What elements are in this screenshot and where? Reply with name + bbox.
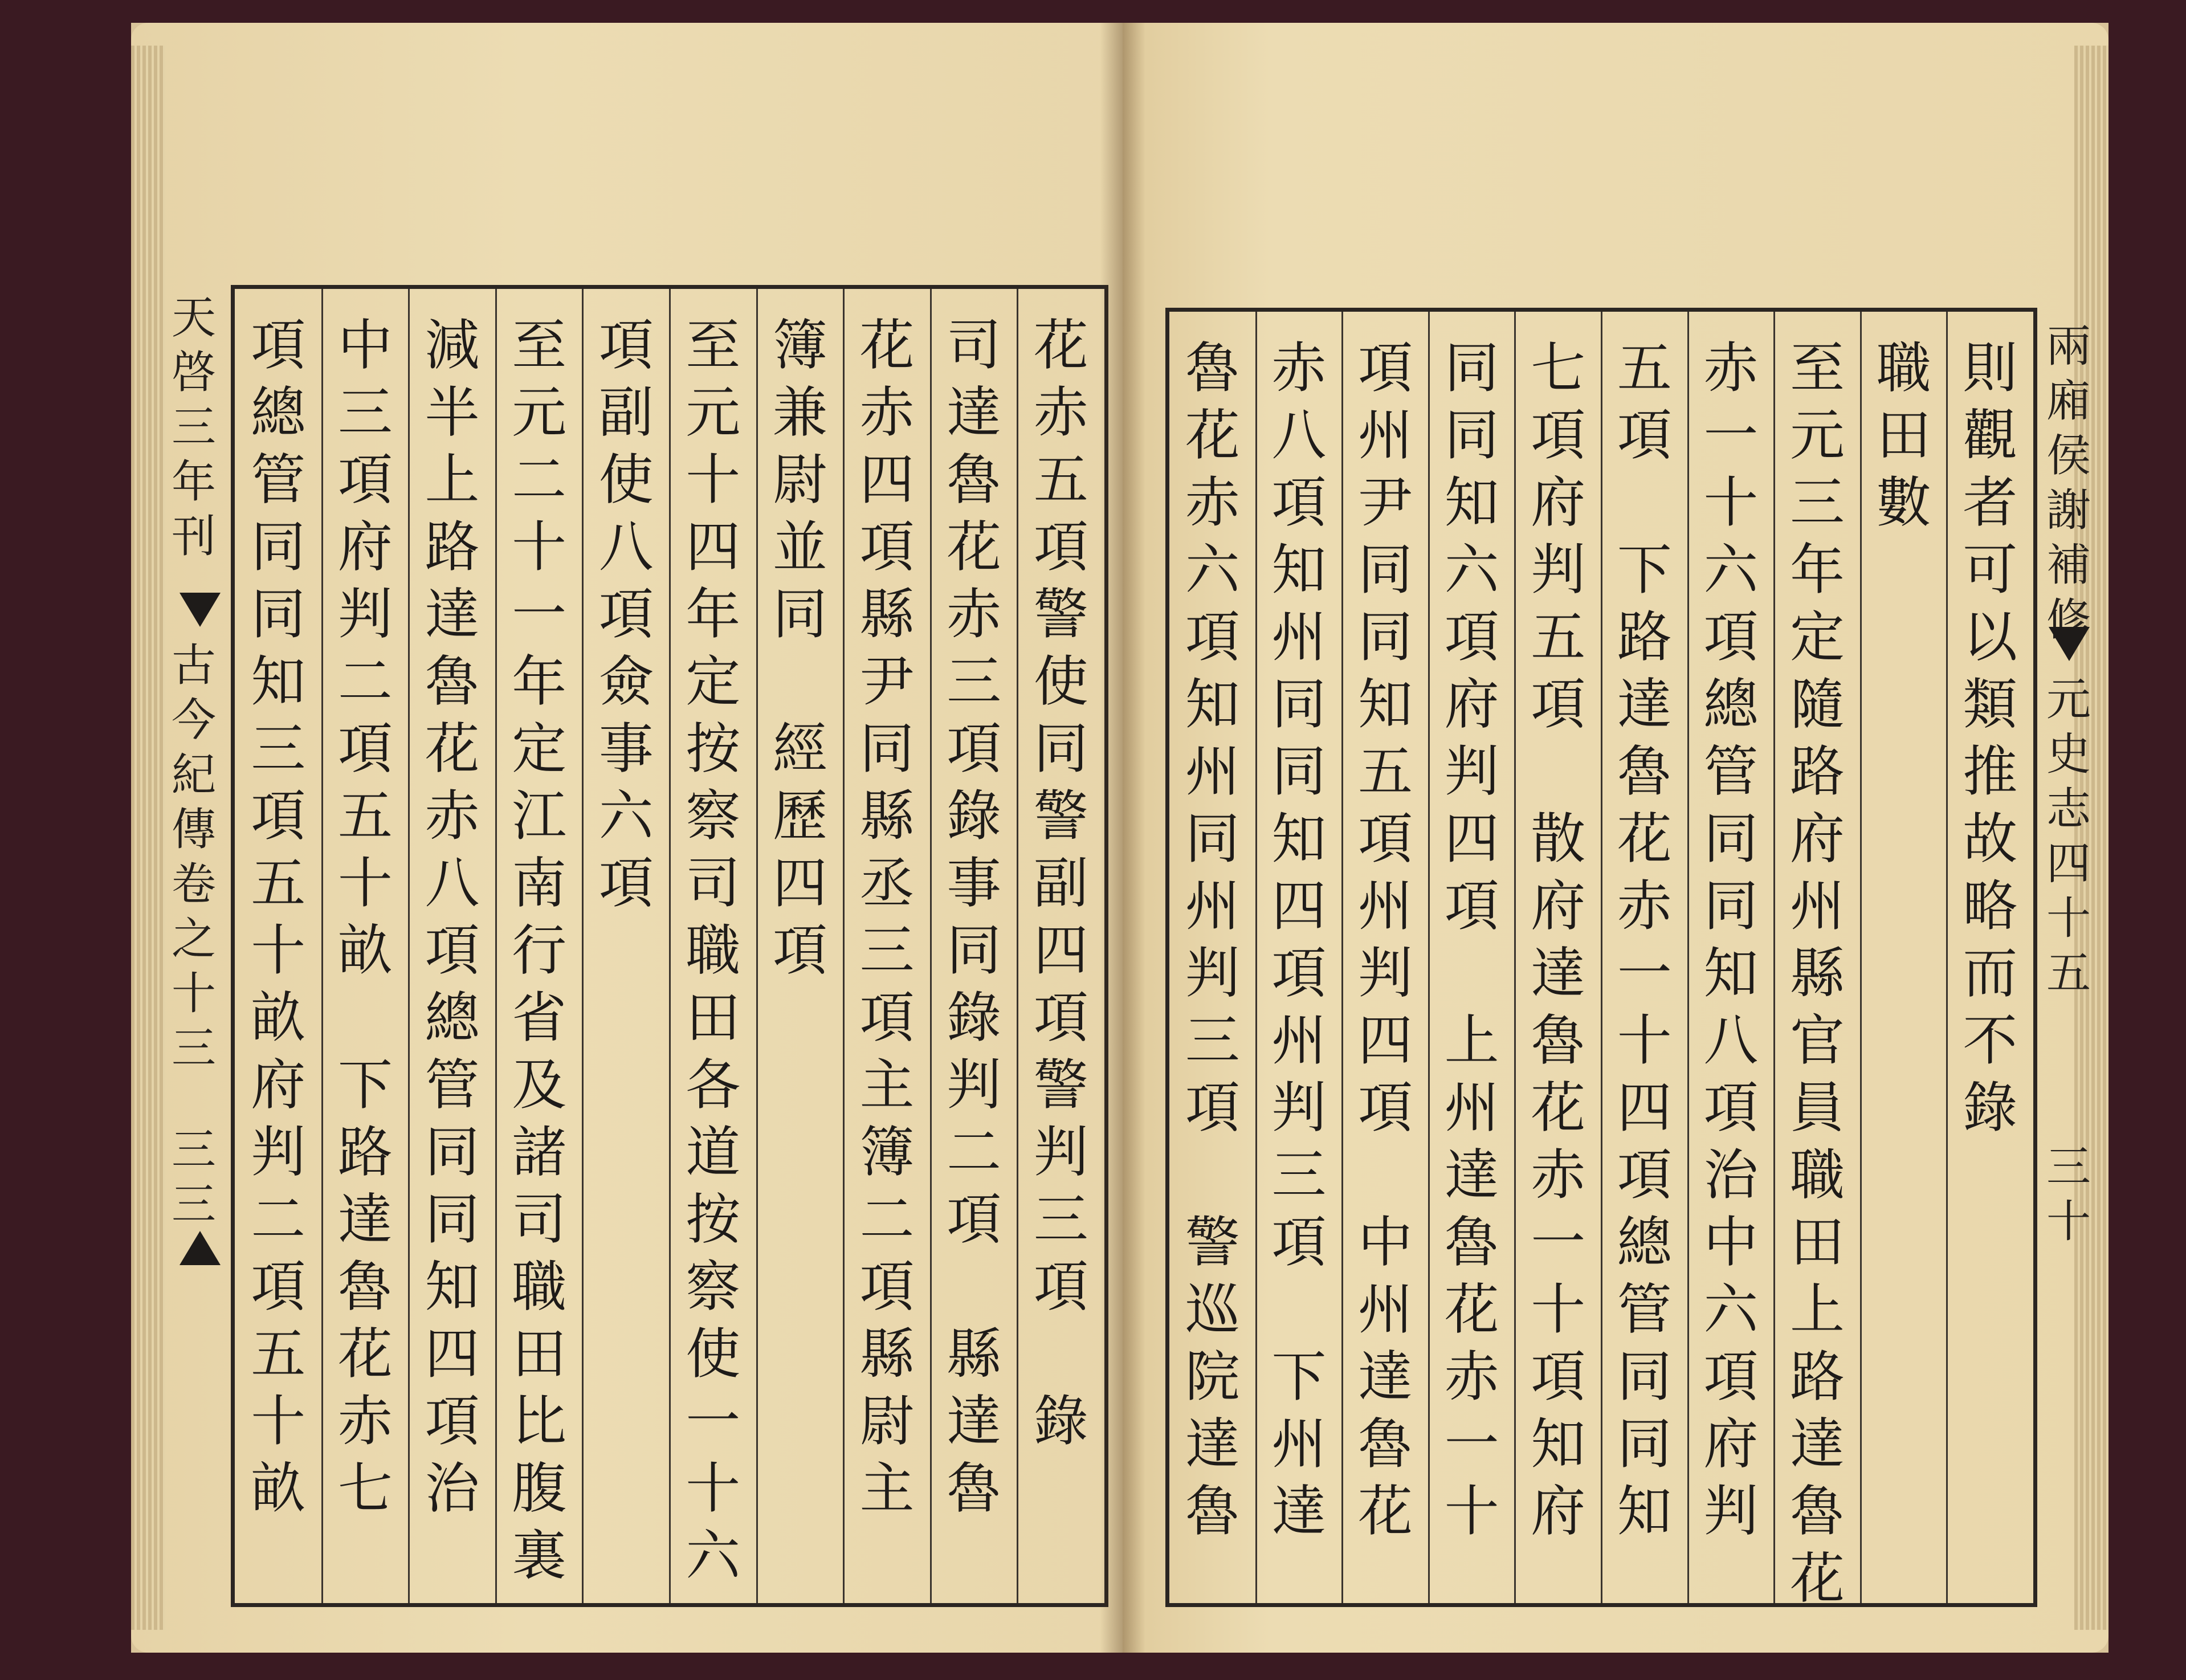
text-column: 則 觀 者 可 以 類 推 故 略 而 不 錄	[1963, 336, 2018, 1140]
left-page	[131, 23, 1123, 1653]
left-page-edges	[131, 46, 165, 1630]
right-text-frame	[1165, 308, 2037, 1610]
text-column: 至 元 十 四 年 定 按 察 司 職 田 各 道 按 察 使 一 十 六	[686, 313, 741, 1588]
right-fish-tail	[2049, 627, 2090, 661]
right-running-head-text: 元 史 志 四 十 五	[2046, 674, 2091, 999]
left-margin-running-head	[162, 638, 225, 1076]
text-column: 五 項 下 路 達 魯 花 赤 一 十 四 項 總 管 同 同 知	[1617, 336, 1672, 1543]
left-running-head-text: 古 今 紀 傳 卷 之 十 三	[171, 640, 216, 1074]
right-columns	[1169, 312, 2033, 1610]
text-column: 花 赤 四 項 縣 尹 同 縣 丞 三 項 主 簿 二 項 縣 尉 主	[859, 313, 915, 1520]
text-column: 同 同 知 六 項 府 判 四 項 上 州 達 魯 花 赤 一 十	[1444, 336, 1499, 1543]
text-column: 職 田 數	[1876, 336, 1931, 535]
left-text-frame	[231, 285, 1108, 1607]
left-margin-page-number	[162, 1123, 225, 1232]
left-fish-tail-top	[180, 593, 221, 627]
text-column: 項 總 管 同 同 知 三 項 五 十 畝 府 判 二 項 五 十 畝	[251, 313, 306, 1520]
text-column: 至 元 二 十 一 年 定 江 南 行 省 及 諸 司 職 田 比 腹 裏	[512, 313, 567, 1588]
book-gutter	[1100, 23, 1145, 1653]
left-fish-tail-bottom	[180, 1231, 221, 1265]
text-column: 項 州 尹 同 同 知 五 項 州 判 四 項 中 州 達 魯 花	[1357, 336, 1413, 1543]
text-column: 赤 八 項 知 州 同 同 知 四 項 州 判 三 項 下 州 達	[1271, 336, 1327, 1543]
right-page-number-text: 三 十	[2046, 1141, 2091, 1247]
text-column: 中 三 項 府 判 二 項 五 十 畝 下 路 達 魯 花 赤 七	[337, 313, 393, 1520]
left-columns	[235, 289, 1104, 1603]
right-margin-running-head	[2040, 672, 2097, 1001]
text-column: 簿 兼 尉 並 同 經 歷 四 項	[772, 313, 827, 982]
open-book	[131, 23, 2108, 1653]
text-column: 至 元 三 年 定 隨 路 府 州 縣 官 員 職 田 上 路 達 魯 花	[1789, 336, 1845, 1610]
text-column: 項 副 使 八 項 僉 事 六 項	[598, 313, 654, 915]
text-column: 七 項 府 判 五 項 散 府 達 魯 花 赤 一 十 項 知 府	[1531, 336, 1586, 1543]
right-margin-title	[2040, 319, 2097, 647]
right-margin-page-number	[2040, 1140, 2097, 1249]
left-page-number-text: 三 三	[171, 1124, 216, 1230]
right-page	[1123, 23, 2108, 1653]
text-column: 花 赤 五 項 警 使 同 警 副 四 項 警 判 三 項 錄	[1033, 313, 1088, 1453]
text-column: 減 半 上 路 達 魯 花 赤 八 項 總 管 同 同 知 四 項 治	[425, 313, 480, 1520]
text-column: 魯 花 赤 六 項 知 州 同 州 判 三 項 警 巡 院 達 魯	[1185, 336, 1240, 1543]
text-column: 赤 一 十 六 項 總 管 同 同 知 八 項 治 中 六 項 府 判	[1703, 336, 1759, 1543]
left-margin-title-text: 天 啓 三 年 刊	[171, 292, 216, 562]
text-column: 司 達 魯 花 赤 三 項 錄 事 同 錄 判 二 項 縣 達 魯	[947, 313, 1002, 1520]
right-margin-title-text: 兩 廂 侯 謝 補 修	[2046, 321, 2091, 646]
left-margin-title	[162, 291, 225, 564]
